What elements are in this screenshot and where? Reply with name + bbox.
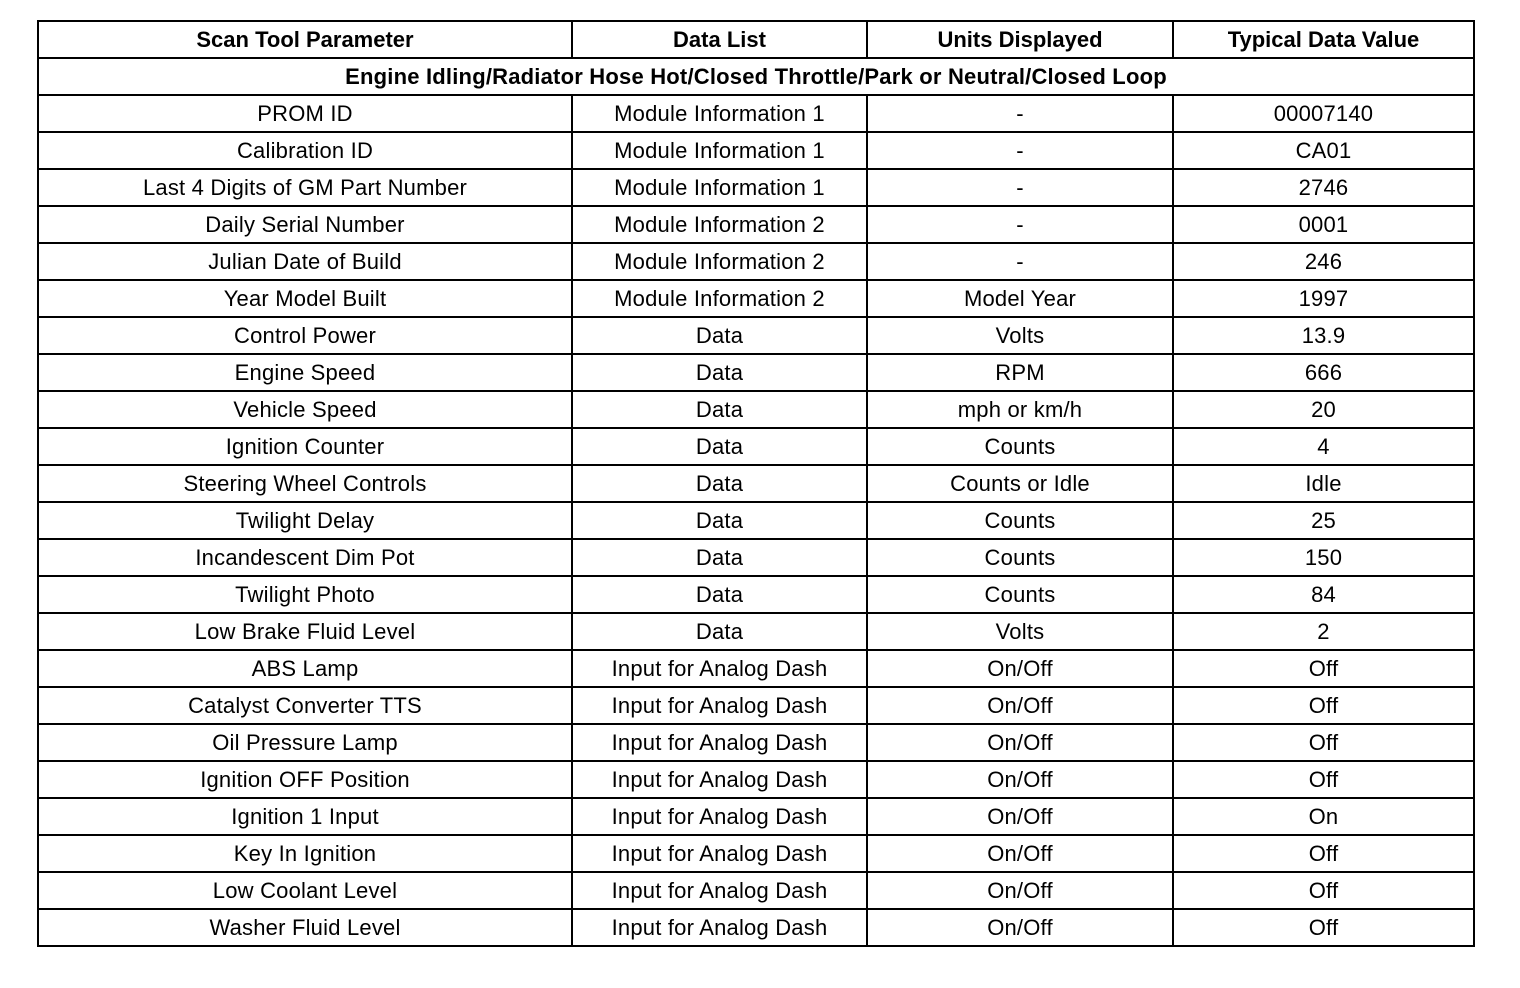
cell-parameter: Ignition 1 Input — [38, 798, 572, 835]
cell-units: On/Off — [867, 761, 1173, 798]
cell-data-list: Input for Analog Dash — [572, 761, 867, 798]
cell-typical-value: 2 — [1173, 613, 1474, 650]
cell-parameter: PROM ID — [38, 95, 572, 132]
cell-units: Counts or Idle — [867, 465, 1173, 502]
cell-typical-value: 666 — [1173, 354, 1474, 391]
table-row — [38, 428, 1474, 465]
header-typical-data-value: Typical Data Value — [1173, 21, 1474, 58]
cell-data-list: Input for Analog Dash — [572, 687, 867, 724]
cell-parameter: Control Power — [38, 317, 572, 354]
cell-units: - — [867, 243, 1173, 280]
cell-data-list: Data — [572, 354, 867, 391]
cell-parameter: Low Brake Fluid Level — [38, 613, 572, 650]
header-units-displayed: Units Displayed — [867, 21, 1173, 58]
cell-data-list: Module Information 1 — [572, 95, 867, 132]
cell-data-list: Input for Analog Dash — [572, 650, 867, 687]
cell-units: RPM — [867, 354, 1173, 391]
cell-data-list: Input for Analog Dash — [572, 909, 867, 946]
cell-typical-value: Off — [1173, 835, 1474, 872]
table-row — [38, 761, 1474, 798]
table-row — [38, 502, 1474, 539]
table-row — [38, 576, 1474, 613]
cell-data-list: Input for Analog Dash — [572, 724, 867, 761]
cell-typical-value: 2746 — [1173, 169, 1474, 206]
scan-tool-data-table — [37, 20, 1475, 947]
cell-parameter: Twilight Photo — [38, 576, 572, 613]
cell-typical-value: 246 — [1173, 243, 1474, 280]
cell-units: Volts — [867, 613, 1173, 650]
scan-tool-data-sheet — [37, 20, 1475, 947]
cell-parameter: Calibration ID — [38, 132, 572, 169]
cell-data-list: Module Information 2 — [572, 206, 867, 243]
cell-typical-value: CA01 — [1173, 132, 1474, 169]
cell-units: On/Off — [867, 909, 1173, 946]
cell-typical-value: 1997 — [1173, 280, 1474, 317]
cell-data-list: Module Information 1 — [572, 169, 867, 206]
cell-parameter: Key In Ignition — [38, 835, 572, 872]
header-row — [38, 21, 1474, 58]
table-row — [38, 243, 1474, 280]
table-row — [38, 650, 1474, 687]
cell-data-list: Data — [572, 317, 867, 354]
cell-parameter: Oil Pressure Lamp — [38, 724, 572, 761]
table-row — [38, 317, 1474, 354]
cell-data-list: Data — [572, 576, 867, 613]
table-row — [38, 132, 1474, 169]
cell-typical-value: Off — [1173, 761, 1474, 798]
cell-units: Volts — [867, 317, 1173, 354]
cell-parameter: Ignition Counter — [38, 428, 572, 465]
cell-data-list: Input for Analog Dash — [572, 872, 867, 909]
cell-typical-value: 0001 — [1173, 206, 1474, 243]
cell-typical-value: Off — [1173, 650, 1474, 687]
condition-row — [38, 58, 1474, 95]
header-data-list: Data List — [572, 21, 867, 58]
cell-typical-value: 4 — [1173, 428, 1474, 465]
cell-typical-value: 150 — [1173, 539, 1474, 576]
cell-typical-value: Off — [1173, 724, 1474, 761]
cell-parameter: Engine Speed — [38, 354, 572, 391]
table-row — [38, 798, 1474, 835]
cell-units: Counts — [867, 502, 1173, 539]
cell-typical-value: 20 — [1173, 391, 1474, 428]
cell-typical-value: 00007140 — [1173, 95, 1474, 132]
cell-units: mph or km/h — [867, 391, 1173, 428]
cell-units: Counts — [867, 428, 1173, 465]
table-row — [38, 206, 1474, 243]
cell-units: - — [867, 132, 1173, 169]
cell-parameter: Steering Wheel Controls — [38, 465, 572, 502]
cell-parameter: Daily Serial Number — [38, 206, 572, 243]
cell-parameter: Incandescent Dim Pot — [38, 539, 572, 576]
cell-data-list: Data — [572, 465, 867, 502]
cell-data-list: Input for Analog Dash — [572, 835, 867, 872]
cell-typical-value: 25 — [1173, 502, 1474, 539]
cell-units: - — [867, 169, 1173, 206]
cell-data-list: Module Information 2 — [572, 243, 867, 280]
cell-typical-value: Off — [1173, 909, 1474, 946]
table-row — [38, 465, 1474, 502]
table-row — [38, 539, 1474, 576]
cell-data-list: Input for Analog Dash — [572, 798, 867, 835]
table-row — [38, 95, 1474, 132]
cell-data-list: Data — [572, 613, 867, 650]
cell-units: On/Off — [867, 724, 1173, 761]
table-row — [38, 280, 1474, 317]
table-row — [38, 354, 1474, 391]
cell-units: On/Off — [867, 872, 1173, 909]
cell-typical-value: 84 — [1173, 576, 1474, 613]
table-row — [38, 169, 1474, 206]
cell-data-list: Module Information 1 — [572, 132, 867, 169]
cell-typical-value: On — [1173, 798, 1474, 835]
cell-data-list: Data — [572, 428, 867, 465]
cell-units: On/Off — [867, 687, 1173, 724]
cell-typical-value: Idle — [1173, 465, 1474, 502]
cell-data-list: Module Information 2 — [572, 280, 867, 317]
cell-units: On/Off — [867, 798, 1173, 835]
cell-parameter: Year Model Built — [38, 280, 572, 317]
cell-units: - — [867, 95, 1173, 132]
cell-units: Counts — [867, 539, 1173, 576]
cell-parameter: Catalyst Converter TTS — [38, 687, 572, 724]
cell-parameter: ABS Lamp — [38, 650, 572, 687]
cell-typical-value: 13.9 — [1173, 317, 1474, 354]
cell-units: On/Off — [867, 650, 1173, 687]
cell-parameter: Last 4 Digits of GM Part Number — [38, 169, 572, 206]
table-row — [38, 835, 1474, 872]
table-row — [38, 724, 1474, 761]
cell-typical-value: Off — [1173, 687, 1474, 724]
header-scan-tool-parameter: Scan Tool Parameter — [38, 21, 572, 58]
cell-data-list: Data — [572, 502, 867, 539]
cell-units: Model Year — [867, 280, 1173, 317]
table-row — [38, 391, 1474, 428]
cell-data-list: Data — [572, 539, 867, 576]
cell-parameter: Ignition OFF Position — [38, 761, 572, 798]
cell-parameter: Low Coolant Level — [38, 872, 572, 909]
cell-parameter: Washer Fluid Level — [38, 909, 572, 946]
cell-parameter: Julian Date of Build — [38, 243, 572, 280]
table-row — [38, 872, 1474, 909]
cell-units: On/Off — [867, 835, 1173, 872]
cell-parameter: Twilight Delay — [38, 502, 572, 539]
table-row — [38, 687, 1474, 724]
cell-data-list: Data — [572, 391, 867, 428]
test-condition: Engine Idling/Radiator Hose Hot/Closed Throttle/Park or Neutral/Closed Loop — [38, 58, 1474, 95]
cell-parameter: Vehicle Speed — [38, 391, 572, 428]
cell-units: Counts — [867, 576, 1173, 613]
table-row — [38, 613, 1474, 650]
table-row — [38, 909, 1474, 946]
cell-units: - — [867, 206, 1173, 243]
cell-typical-value: Off — [1173, 872, 1474, 909]
